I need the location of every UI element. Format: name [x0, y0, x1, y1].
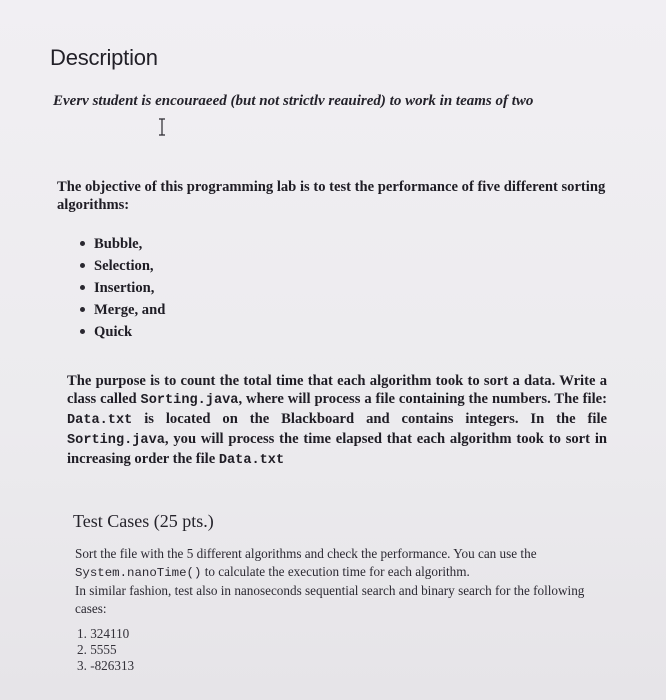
list-item: 3. -826313	[77, 658, 135, 673]
bullet-icon	[80, 307, 85, 312]
list-item: 2. 5555	[77, 642, 117, 657]
list-item: Selection,	[80, 255, 165, 277]
test-cases-paragraph: Sort the file with the 5 different algorithms and check the performance. You can use the System.nanoTime() to calculate the execution time for each algorithm. In similar fashion, test also in nanoseconds sequential search and binary search for the following cases:	[75, 546, 585, 616]
text-cursor-icon	[157, 118, 167, 136]
list-item: Bubble,	[80, 233, 165, 255]
list-item: Insertion,	[80, 277, 165, 299]
algorithm-list	[80, 233, 165, 343]
purpose-paragraph: The purpose is to count the total time that each algorithm took to sort a data. Write a class called Sorting.java, where will process a file containing the numbers. The file: Data.txt is located on the Blackboard and contains integers. In the file Sorting.java, you will process the time elapsed that each algorithm took to sort in increasing order the file Data.txt	[67, 373, 607, 468]
list-item: Quick	[80, 321, 165, 343]
code-data-txt: Data.txt	[218, 453, 285, 468]
code-nanotime: System.nanoTime()	[75, 565, 202, 580]
bullet-icon	[80, 285, 85, 290]
bullet-icon	[80, 263, 85, 268]
bullet-icon	[80, 329, 85, 334]
list-item: Merge, and	[80, 299, 165, 321]
objective-paragraph: The objective of this programming lab is to test the performance of five different sorting algorithms:	[57, 179, 606, 213]
test-cases-heading: Test Cases (25 pts.)	[73, 511, 214, 531]
code-sorting-java: Sorting.java	[67, 433, 165, 448]
team-note: Everv student is encouraeed (but not strictlv reauired) to work in teams of two	[53, 93, 534, 109]
description-heading: Description	[50, 45, 158, 70]
code-data-txt: Data.txt	[67, 413, 133, 428]
code-sorting-java: Sorting.java	[140, 393, 239, 408]
bullet-icon	[80, 241, 85, 246]
list-item: 1. 324110	[77, 626, 130, 641]
test-case-list	[77, 626, 134, 674]
